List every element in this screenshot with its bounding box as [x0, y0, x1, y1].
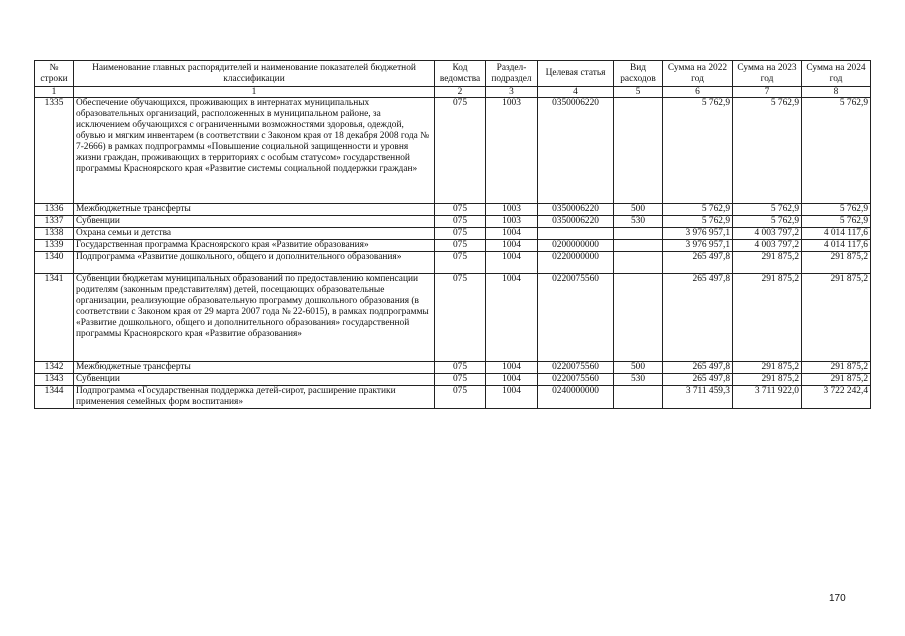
row-expense-type	[614, 386, 663, 409]
row-sum-2023: 5 762,9	[733, 204, 802, 216]
row-target: 0220075560	[538, 362, 614, 374]
table-row	[35, 274, 871, 362]
row-sum-2024: 291 875,2	[802, 274, 871, 362]
row-sum-2024: 3 722 242,4	[802, 386, 871, 409]
row-sum-2023: 291 875,2	[733, 252, 802, 274]
row-sum-2023: 3 711 922,0	[733, 386, 802, 409]
column-number: 1	[74, 87, 435, 98]
row-section: 1004	[486, 362, 538, 374]
row-dept-code: 075	[435, 98, 486, 204]
row-target: 0220075560	[538, 274, 614, 362]
table-row	[35, 98, 871, 204]
header-sum-2022: Сумма на 2022 год	[663, 61, 733, 87]
row-expense-type	[614, 228, 663, 240]
column-number: 1	[35, 87, 74, 98]
row-number: 1339	[35, 240, 74, 252]
table-row	[35, 386, 871, 409]
row-sum-2022: 3 976 957,1	[663, 228, 733, 240]
row-sum-2022: 265 497,8	[663, 274, 733, 362]
row-sum-2024: 5 762,9	[802, 98, 871, 204]
row-sum-2024: 291 875,2	[802, 374, 871, 386]
column-number: 3	[486, 87, 538, 98]
row-section: 1003	[486, 204, 538, 216]
row-target: 0240000000	[538, 386, 614, 409]
row-number: 1342	[35, 362, 74, 374]
row-section: 1004	[486, 386, 538, 409]
row-name: Межбюджетные трансферты	[74, 362, 435, 374]
row-sum-2024: 5 762,9	[802, 204, 871, 216]
row-expense-type	[614, 240, 663, 252]
row-sum-2023: 291 875,2	[733, 362, 802, 374]
table-row	[35, 204, 871, 216]
row-sum-2024: 4 014 117,6	[802, 240, 871, 252]
row-target: 0220000000	[538, 252, 614, 274]
row-expense-type: 530	[614, 374, 663, 386]
row-sum-2022: 5 762,9	[663, 204, 733, 216]
row-sum-2022: 265 497,8	[663, 252, 733, 274]
row-dept-code: 075	[435, 228, 486, 240]
table-row	[35, 216, 871, 228]
row-dept-code: 075	[435, 386, 486, 409]
header-sum-2024: Сумма на 2024 год	[802, 61, 871, 87]
row-expense-type: 530	[614, 216, 663, 228]
row-name: Субвенции	[74, 374, 435, 386]
page-number: 170	[829, 593, 846, 604]
row-target: 0350006220	[538, 216, 614, 228]
column-number-row	[35, 87, 871, 98]
header-name: Наименование главных распорядителей и наименование показателей бюджетной классификации	[74, 61, 435, 87]
row-expense-type	[614, 274, 663, 362]
row-dept-code: 075	[435, 374, 486, 386]
header-target: Целевая статья	[538, 61, 614, 87]
table-body	[35, 98, 871, 409]
row-number: 1338	[35, 228, 74, 240]
row-name: Обеспечение обучающихся, проживающих в интернатах муниципальных образовательных организаций, расположенных в муниципальном районе, за исключением обучающихся с ограниченными возможностями здоровья, одеждой, обувью и мягким инвентарем (в соответствии с Законом края от 18 декабря 2008 года № 7-2666) в рамках подпрограммы «Повышение социальной защищенности и уровня жизни граждан, проживающих в территориях с особым статусом» государственной программы Красноярского края «Развитие системы социальной поддержки граждан»	[74, 98, 435, 204]
row-dept-code: 075	[435, 240, 486, 252]
row-sum-2022: 265 497,8	[663, 362, 733, 374]
row-sum-2024: 291 875,2	[802, 252, 871, 274]
row-name: Межбюджетные трансферты	[74, 204, 435, 216]
row-dept-code: 075	[435, 274, 486, 362]
budget-table	[34, 60, 871, 409]
header-section: Раздел-подраздел	[486, 61, 538, 87]
header-row-no: № строки	[35, 61, 74, 87]
row-sum-2023: 4 003 797,2	[733, 228, 802, 240]
column-number: 5	[614, 87, 663, 98]
row-target: 0200000000	[538, 240, 614, 252]
table-row	[35, 374, 871, 386]
row-number: 1344	[35, 386, 74, 409]
header-dept-code: Код ведомства	[435, 61, 486, 87]
table-row	[35, 228, 871, 240]
header-sum-2023: Сумма на 2023 год	[733, 61, 802, 87]
row-name: Государственная программа Красноярского края «Развитие образования»	[74, 240, 435, 252]
row-number: 1341	[35, 274, 74, 362]
row-target: 0350006220	[538, 98, 614, 204]
header-expense-type: Вид расходов	[614, 61, 663, 87]
row-name: Подпрограмма «Развитие дошкольного, общего и дополнительного образования»	[74, 252, 435, 274]
column-number: 2	[435, 87, 486, 98]
row-section: 1004	[486, 274, 538, 362]
column-number: 4	[538, 87, 614, 98]
row-sum-2023: 5 762,9	[733, 216, 802, 228]
row-name: Охрана семьи и детства	[74, 228, 435, 240]
row-target	[538, 228, 614, 240]
row-sum-2023: 4 003 797,2	[733, 240, 802, 252]
row-sum-2024: 4 014 117,6	[802, 228, 871, 240]
row-section: 1003	[486, 98, 538, 204]
table-row	[35, 252, 871, 274]
row-name: Субвенции	[74, 216, 435, 228]
row-dept-code: 075	[435, 252, 486, 274]
row-sum-2022: 5 762,9	[663, 216, 733, 228]
row-section: 1004	[486, 228, 538, 240]
row-section: 1004	[486, 240, 538, 252]
row-number: 1336	[35, 204, 74, 216]
row-section: 1004	[486, 252, 538, 274]
row-expense-type	[614, 252, 663, 274]
column-number: 8	[802, 87, 871, 98]
row-name: Подпрограмма «Государственная поддержка детей-сирот, расширение практики применения семейных форм воспитания»	[74, 386, 435, 409]
table-header-row	[35, 61, 871, 87]
row-sum-2022: 3 711 459,3	[663, 386, 733, 409]
table-row	[35, 362, 871, 374]
row-sum-2023: 291 875,2	[733, 374, 802, 386]
row-sum-2024: 5 762,9	[802, 216, 871, 228]
row-dept-code: 075	[435, 204, 486, 216]
row-target: 0350006220	[538, 204, 614, 216]
row-name: Субвенции бюджетам муниципальных образований по предоставлению компенсации родителям (законным представителям) детей, посещающих образовательные организации, реализующие образовательную программу дошкольного образования (в соответствии с Законом края от 29 марта 2007 года № 22-6015), в рамках подпрограммы «Развитие дошкольного, общего и дополнительного образования» государственной программы Красноярского края «Развитие образования»	[74, 274, 435, 362]
column-number: 7	[733, 87, 802, 98]
row-dept-code: 075	[435, 362, 486, 374]
row-section: 1003	[486, 216, 538, 228]
row-sum-2022: 5 762,9	[663, 98, 733, 204]
column-number: 6	[663, 87, 733, 98]
row-number: 1340	[35, 252, 74, 274]
row-sum-2023: 291 875,2	[733, 274, 802, 362]
row-sum-2022: 3 976 957,1	[663, 240, 733, 252]
row-number: 1337	[35, 216, 74, 228]
row-sum-2023: 5 762,9	[733, 98, 802, 204]
row-number: 1343	[35, 374, 74, 386]
row-sum-2024: 291 875,2	[802, 362, 871, 374]
table-row	[35, 240, 871, 252]
row-number: 1335	[35, 98, 74, 204]
row-target: 0220075560	[538, 374, 614, 386]
row-dept-code: 075	[435, 216, 486, 228]
row-expense-type: 500	[614, 362, 663, 374]
row-expense-type: 500	[614, 204, 663, 216]
row-section: 1004	[486, 374, 538, 386]
row-sum-2022: 265 497,8	[663, 374, 733, 386]
row-expense-type	[614, 98, 663, 204]
